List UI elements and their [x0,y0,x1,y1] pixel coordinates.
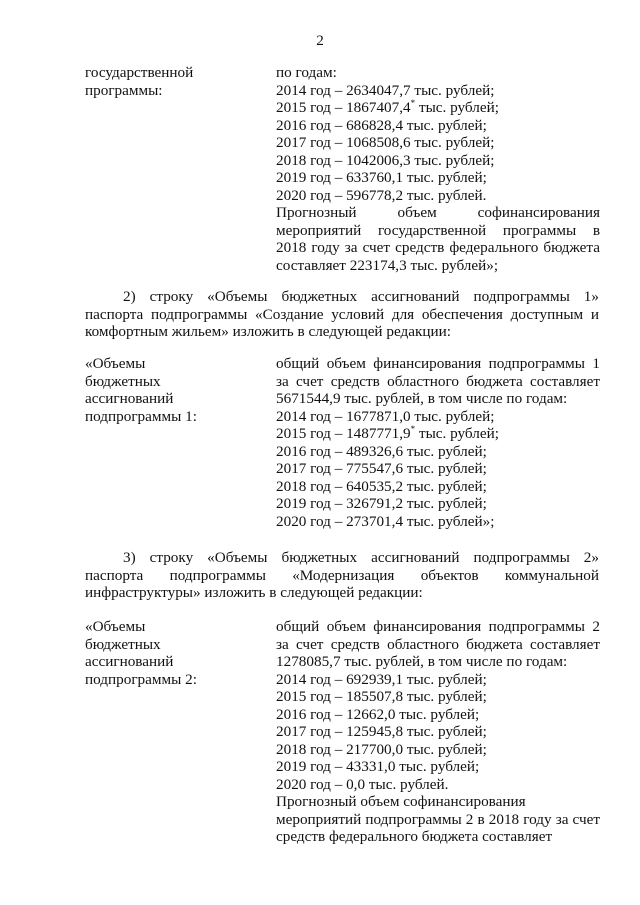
page-number: 2 [316,32,324,49]
value-text: 2017 год – 125945,8 тыс. рублей; [276,723,487,740]
value-text: 2014 год – 692939,1 тыс. рублей; [276,670,487,688]
amendment-paragraph-2 [85,288,599,341]
paragraph-line: 3) строку «Объемы бюджетных ассигнований подпрограммы 2» [123,549,599,566]
value-text: мероприятий подпрограммы 2 в 2018 году за счет [276,810,600,828]
value-text: Прогнозный объем софинансирования [276,204,600,221]
value-text: 2017 год – 775547,6 тыс. рублей; [276,460,487,477]
value-line [276,495,600,513]
value-text: 2018 год – 1042006,3 тыс. рублей; [276,151,495,169]
value-line [276,82,600,100]
paragraph-line: комфортным жильем» изложить в следующей редакции: [85,323,451,340]
value-line [276,723,600,741]
value-text: 2018 году за счет средств федерального бюджета [276,239,600,256]
value-line [276,64,600,82]
value-suffix: тыс. рублей; [415,99,499,116]
value-line [276,811,600,829]
value-line [276,187,600,205]
paragraph-line: паспорта подпрограммы «Создание условий для обеспечения доступным и [85,305,599,323]
value-line [276,513,600,531]
value-text: мероприятий государственной программы в [276,221,600,239]
value-line [276,134,600,152]
value-text: за счет средств областного бюджета составляет [276,372,600,390]
value-text: по годам: [276,64,337,81]
value-line [276,688,600,706]
value-line [276,152,600,170]
value-line [276,169,600,187]
value-text: 2015 год – 1867407,4 [276,99,411,116]
value-text: 2018 год – 217700,0 тыс. рублей; [276,740,487,758]
value-text: 1278085,7 тыс. рублей, в том числе по годам: [276,653,568,670]
value-line [276,671,600,689]
footnote-mark: * [410,424,416,434]
value-text: 2019 год – 43331,0 тыс. рублей; [276,758,480,775]
value-text: 2014 год – 1677871,0 тыс. рублей; [276,407,495,425]
value-line [276,99,600,117]
block-values [276,64,600,274]
value-text: общий объем финансирования подпрограммы 2 [276,618,600,635]
paragraph-line: паспорта подпрограммы «Модернизация объектов коммунальной [85,566,599,584]
value-text: 2020 год – 596778,2 тыс. рублей. [276,186,487,204]
value-text: 2020 год – 273701,4 тыс. рублей»; [276,512,495,530]
value-line [276,390,600,408]
paragraph-line: 2) строку «Объемы бюджетных ассигнований подпрограммы 1» [123,288,599,305]
value-text: 2016 год – 686828,4 тыс. рублей; [276,116,487,134]
value-text: 2020 год – 0,0 тыс. рублей. [276,775,449,793]
value-line [276,239,600,257]
label-line: ассигнований [85,390,174,407]
value-text: за счет средств областного бюджета составляет [276,635,600,653]
value-text: 2018 год – 640535,2 тыс. рублей; [276,477,487,495]
value-line [276,460,600,478]
label-line: ассигнований [85,653,174,670]
value-text: 2019 год – 326791,2 тыс. рублей; [276,495,487,512]
label-line: программы: [85,81,163,99]
value-line [276,828,600,846]
label-line: бюджетных [85,372,161,390]
block-label [85,618,265,688]
value-text: общий объем финансирования подпрограммы 1 [276,355,600,372]
value-line [276,706,600,724]
label-line: «Объемы [85,355,146,372]
value-line [276,117,600,135]
value-line [276,478,600,496]
value-text: 2016 год – 12662,0 тыс. рублей; [276,705,480,723]
value-line [276,618,600,636]
value-line [276,793,600,811]
value-line [276,204,600,222]
block-values [276,355,600,530]
value-text: 2016 год – 489326,6 тыс. рублей; [276,442,487,460]
funding-block-subprogram-1 [85,355,600,533]
value-text: 2015 год – 185507,8 тыс. рублей; [276,688,487,705]
block-values [276,618,600,846]
value-line [276,222,600,240]
label-line: подпрограммы 2: [85,670,197,688]
value-line [276,257,600,275]
label-line: «Объемы [85,618,146,635]
label-line: бюджетных [85,635,161,653]
value-line [276,408,600,426]
value-text: 2017 год – 1068508,6 тыс. рублей; [276,134,495,151]
value-text: средств федерального бюджета составляет [276,828,553,845]
value-line [276,636,600,654]
label-line: государственной [85,64,194,81]
value-line [276,443,600,461]
paragraph-line: инфраструктуры» изложить в следующей редакции: [85,584,423,601]
block-label [85,64,265,99]
amendment-paragraph-3 [85,549,599,602]
value-text: 5671544,9 тыс. рублей, в том числе по годам: [276,390,568,407]
value-text: составляет 223174,3 тыс. рублей»; [276,256,499,274]
value-line [276,425,600,443]
value-text: 2015 год – 1487771,9 [276,425,411,442]
block-label [85,355,265,425]
value-line [276,776,600,794]
value-line [276,355,600,373]
label-line: подпрограммы 1: [85,407,197,425]
funding-block-subprogram-2 [85,618,600,848]
value-text: 2014 год – 2634047,7 тыс. рублей; [276,81,495,99]
footnote-mark: * [410,98,416,108]
value-text: 2019 год – 633760,1 тыс. рублей; [276,169,487,186]
value-line [276,653,600,671]
value-line [276,758,600,776]
value-suffix: тыс. рублей; [415,425,499,442]
value-line [276,741,600,759]
value-text: Прогнозный объем софинансирования [276,793,526,810]
funding-block-state-program [85,64,600,276]
value-line [276,373,600,391]
